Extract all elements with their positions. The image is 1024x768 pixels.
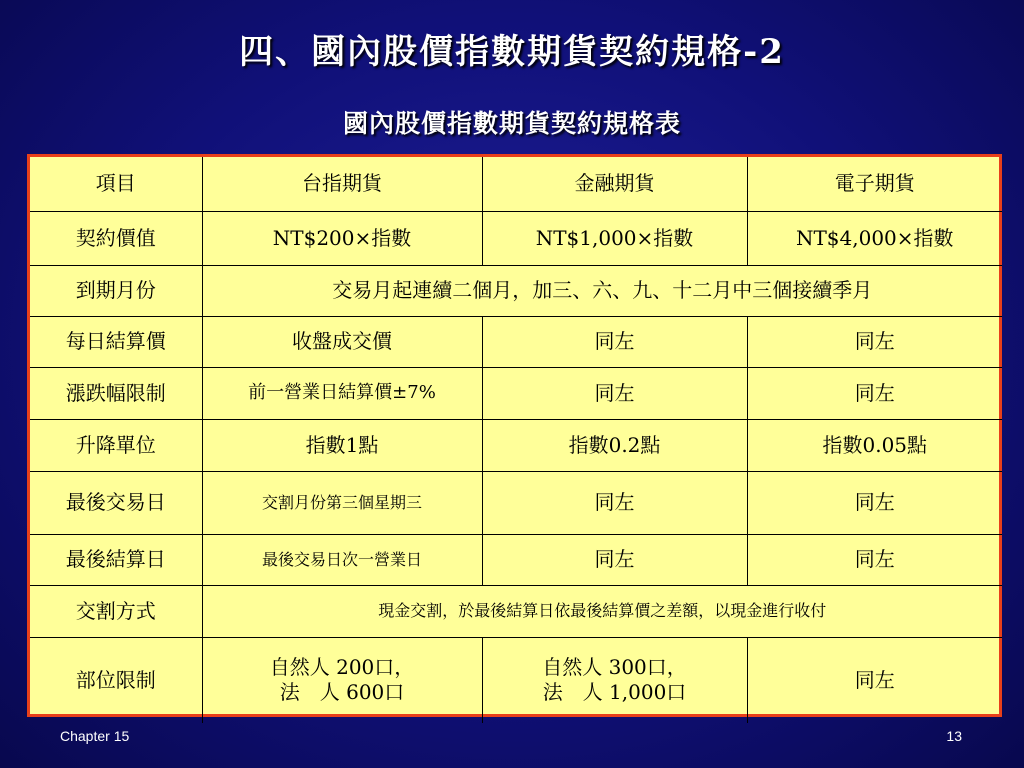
table-cell bbox=[202, 637, 482, 723]
table-header-row bbox=[30, 157, 1002, 211]
table-cell: NT$1,000×指數 bbox=[482, 211, 747, 265]
row-label: 最後結算日 bbox=[30, 534, 202, 585]
slide-title: 四、國內股價指數期貨契約規格-2 bbox=[239, 32, 785, 72]
table-cell: 同左 bbox=[482, 367, 747, 419]
header-electronics-futures: 電子期貨 bbox=[747, 157, 1002, 211]
table-row bbox=[30, 585, 1002, 637]
table-row bbox=[30, 265, 1002, 316]
table-caption: 國內股價指數期貨契約規格表 bbox=[342, 109, 681, 138]
footer-chapter: Chapter 15 bbox=[60, 728, 130, 744]
cell-line: 自然人 300口， bbox=[542, 655, 687, 680]
table-cell: NT$4,000×指數 bbox=[747, 211, 1002, 265]
table-row bbox=[30, 534, 1002, 585]
row-label: 到期月份 bbox=[30, 265, 202, 316]
header-item: 項目 bbox=[30, 157, 202, 211]
table-cell: 同左 bbox=[482, 471, 747, 534]
table-row bbox=[30, 367, 1002, 419]
table-row bbox=[30, 316, 1002, 367]
table-cell: 收盤成交價 bbox=[202, 316, 482, 367]
row-label: 每日結算價 bbox=[30, 316, 202, 367]
table-cell: 前一營業日結算價±7% bbox=[202, 367, 482, 419]
table-cell: 同左 bbox=[747, 534, 1002, 585]
header-finance-futures: 金融期貨 bbox=[482, 157, 747, 211]
row-label: 漲跌幅限制 bbox=[30, 367, 202, 419]
table-cell bbox=[482, 637, 747, 723]
table-row bbox=[30, 419, 1002, 471]
cell-line: 自然人 200口， bbox=[269, 655, 415, 680]
cell-line: 法 人 600口 bbox=[279, 680, 405, 705]
table-cell: 指數0.05點 bbox=[747, 419, 1002, 471]
table-cell: 指數0.2點 bbox=[482, 419, 747, 471]
table-cell: NT$200×指數 bbox=[202, 211, 482, 265]
cell-line: 法 人 1,000口 bbox=[542, 680, 687, 705]
table-cell: 交割月份第三個星期三 bbox=[202, 471, 482, 534]
table-row bbox=[30, 471, 1002, 534]
table-cell: 同左 bbox=[747, 367, 1002, 419]
table-cell: 最後交易日次一營業日 bbox=[202, 534, 482, 585]
row-label: 部位限制 bbox=[30, 637, 202, 723]
table-cell: 同左 bbox=[747, 471, 1002, 534]
table-cell: 同左 bbox=[482, 534, 747, 585]
page-number: 13 bbox=[946, 728, 962, 744]
row-label: 交割方式 bbox=[30, 585, 202, 637]
row-label: 契約價值 bbox=[30, 211, 202, 265]
table-cell: 同左 bbox=[482, 316, 747, 367]
row-label: 升降單位 bbox=[30, 419, 202, 471]
spec-table-frame bbox=[27, 154, 1002, 717]
table-row bbox=[30, 211, 1002, 265]
table-row bbox=[30, 637, 1002, 723]
table-cell: 同左 bbox=[747, 637, 1002, 723]
header-taiex-futures: 台指期貨 bbox=[202, 157, 482, 211]
table-cell: 指數1點 bbox=[202, 419, 482, 471]
table-cell: 交易月起連續二個月，加三、六、九、十二月中三個接續季月 bbox=[202, 265, 1002, 316]
row-label: 最後交易日 bbox=[30, 471, 202, 534]
table-cell: 同左 bbox=[747, 316, 1002, 367]
futures-spec-table bbox=[30, 157, 1002, 723]
table-cell: 現金交割，於最後結算日依最後結算價之差額，以現金進行收付 bbox=[202, 585, 1002, 637]
